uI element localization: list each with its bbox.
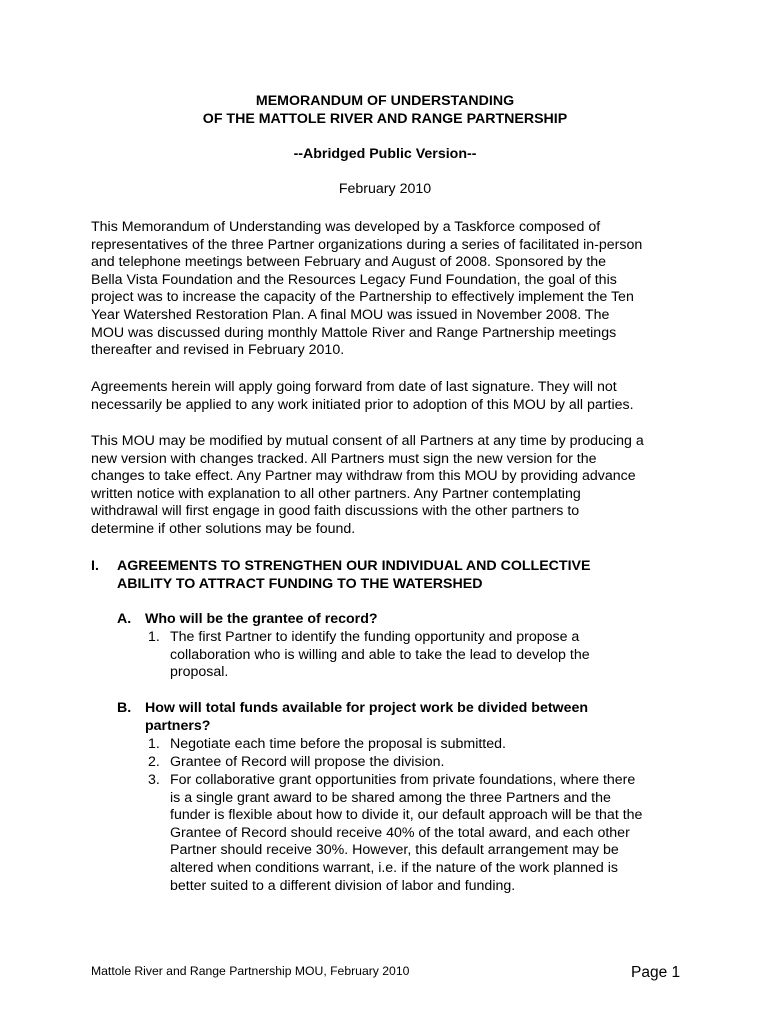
subtitle: --Abridged Public Version-- — [293, 146, 477, 162]
title-line-1: MEMORANDUM OF UNDERSTANDING — [255, 93, 515, 109]
list-item — [170, 772, 690, 895]
list-item-line: altered when conditions warrant, i.e. if the nature of the work planned is — [170, 859, 618, 876]
list-item — [170, 754, 670, 772]
paragraph-line: thereafter and revised in February 2010. — [91, 342, 345, 359]
paragraph-modification — [91, 433, 691, 539]
list-item-marker: 1. — [148, 736, 160, 752]
subsection-b-marker: B. — [117, 700, 132, 716]
list-item-marker: 2. — [148, 754, 160, 770]
section-heading-line: AGREEMENTS TO STRENGTHEN OUR INDIVIDUAL AND COLLECTIVE — [117, 558, 591, 574]
list-item-line: Negotiate each time before the proposal is submitted. — [170, 736, 506, 752]
paragraph-line: determine if other solutions may be found. — [91, 520, 356, 537]
title-line-2: OF THE MATTOLE RIVER AND RANGE PARTNERSHIP — [202, 111, 568, 127]
list-item-marker: 3. — [148, 772, 160, 788]
paragraph-line: and telephone meetings between February and August of 2008. Sponsored by the — [91, 254, 607, 271]
paragraph-line: changes to take effect. Any Partner may withdraw from this MOU by providing advance — [91, 468, 636, 485]
subsection-heading-line: How will total funds available for project work be divided between — [145, 700, 589, 716]
paragraph-line: project was to increase the capacity of the Partnership to effectively implement the Ten — [91, 289, 634, 306]
paragraph-intro — [91, 219, 691, 360]
page-number: Page 1 — [631, 964, 681, 981]
subsection-a-marker: A. — [117, 611, 132, 627]
list-item — [170, 629, 670, 682]
paragraph-line: necessarily be applied to any work initiated prior to adoption of this MOU by all parties. — [91, 396, 634, 413]
footer-text: Mattole River and Range Partnership MOU, February 2010 — [91, 964, 410, 978]
paragraph-line: Year Watershed Restoration Plan. A final MOU was issued in November 2008. The — [91, 306, 610, 323]
paragraph-line: Agreements herein will apply going forward from date of last signature. They will not — [91, 379, 617, 395]
paragraph-line: representatives of the three Partner organizations during a series of facilitated in-person — [91, 236, 643, 253]
list-item-line: is a single grant award to be shared among the three Partners and the — [170, 789, 611, 806]
list-item-line: Grantee of Record should receive 40% of the total award, and each other — [170, 824, 630, 841]
paragraph-line: This MOU may be modified by mutual consent of all Partners at any time by producing a — [91, 433, 644, 449]
paragraph-line: withdrawal will first engage in good faith discussions with the other partners to — [91, 503, 580, 520]
document-date: February 2010 — [338, 181, 432, 197]
subsection-heading-line: partners? — [145, 717, 211, 734]
list-item-line: For collaborative grant opportunities from private foundations, where there — [170, 772, 636, 788]
list-item-line: The first Partner to identify the funding opportunity and propose a — [170, 629, 580, 645]
paragraph-line: This Memorandum of Understanding was developed by a Taskforce composed of — [91, 219, 601, 235]
list-item-line: Partner should receive 30%. However, this default arrangement may be — [170, 842, 619, 859]
list-item-marker: 1. — [148, 629, 160, 645]
paragraph-line: written notice with explanation to all other partners. Any Partner contemplating — [91, 485, 581, 502]
subsection-a-heading: Who will be the grantee of record? — [145, 611, 378, 627]
paragraph-line: MOU was discussed during monthly Mattole River and Range Partnership meetings — [91, 324, 617, 341]
paragraph-line: Bella Vista Foundation and the Resources Legacy Fund Foundation, the goal of this — [91, 271, 617, 288]
list-item-line: proposal. — [170, 664, 229, 681]
list-item-line: Grantee of Record will propose the division. — [170, 754, 445, 770]
list-item-line: funder is flexible about how to divide it, our default approach will be that the — [170, 807, 643, 824]
paragraph-line: new version with changes tracked. All Partners must sign the new version for the — [91, 450, 597, 467]
list-item-line: collaboration who is willing and able to take the lead to develop the — [170, 646, 590, 663]
paragraph-applicability — [91, 379, 691, 414]
section-i-heading — [117, 558, 590, 593]
subsection-b-heading — [145, 700, 588, 735]
section-heading-line: ABILITY TO ATTRACT FUNDING TO THE WATERSHED — [117, 575, 483, 592]
list-item-line: better suited to a different division of labor and funding. — [170, 877, 516, 894]
list-item — [170, 736, 670, 754]
section-i-marker: I. — [91, 558, 99, 574]
